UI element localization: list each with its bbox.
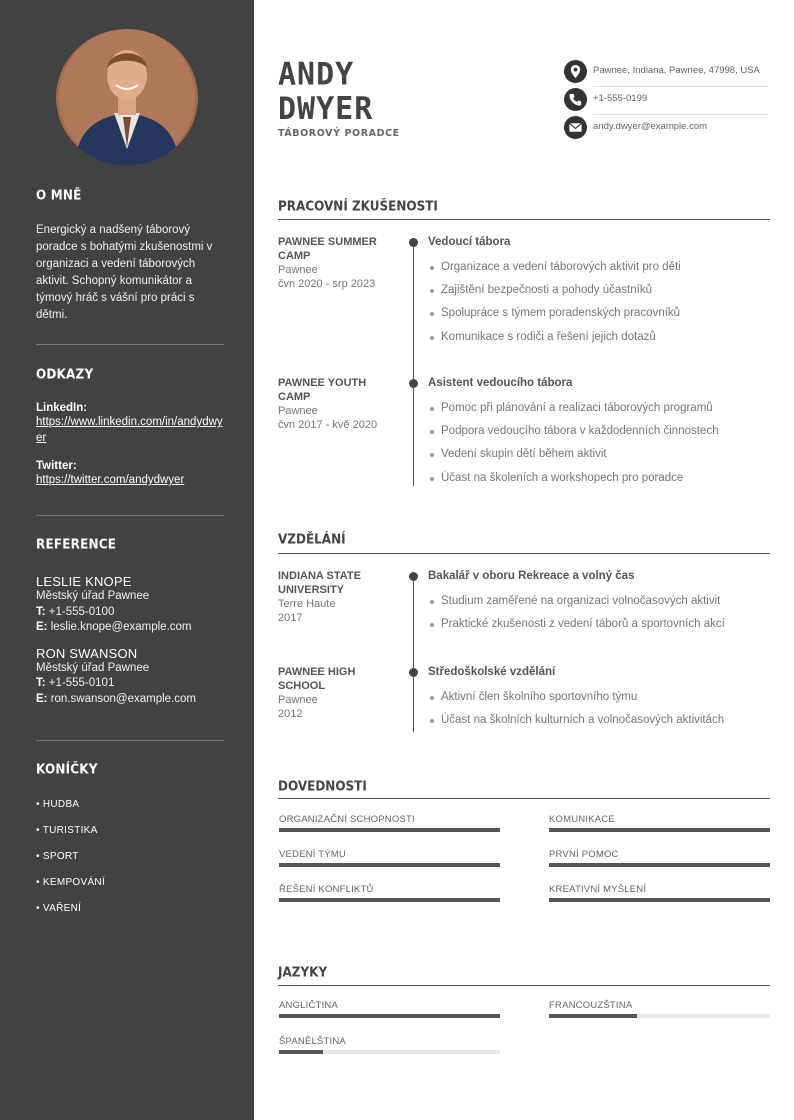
phone-icon (564, 88, 587, 111)
timeline-dot (409, 668, 418, 677)
contact-email (564, 116, 770, 144)
language-bar-fill (549, 1014, 637, 1018)
skill-bar (549, 863, 770, 867)
linkedin-link[interactable]: https://www.linkedin.com/in/andydwyer (36, 416, 223, 444)
list-item: Praktické zkušenosti z vedení táborů a sportovních akcí (428, 613, 770, 636)
list-item: Aktivní člen školního sportovního týmu (428, 686, 770, 709)
employment-dates: čvn 2020 - srp 2023 (278, 278, 376, 290)
phone-text: +1-555-0199 (593, 93, 648, 104)
person-name (278, 57, 373, 126)
responsibility-list (428, 397, 770, 490)
language-item (549, 1000, 770, 1011)
experience-title: PRACOVNÍ ZKUŠENOSTI (278, 198, 438, 214)
position-title: Vedoucí tábora (428, 236, 511, 248)
skill-item (549, 884, 770, 895)
education-entry (428, 666, 770, 732)
skill-item (549, 849, 770, 860)
last-name: DWYER (278, 90, 374, 128)
timeline-line (413, 242, 414, 486)
skill-bar (279, 863, 500, 867)
list-item: Účast na školeních a workshopech pro poradce (428, 467, 770, 490)
hobbies-title: KONÍČKY (36, 761, 98, 777)
language-bar (279, 1050, 500, 1054)
language-item (279, 1000, 500, 1011)
links-title: ODKAZY (36, 366, 94, 382)
graduation-year: 2017 (278, 612, 303, 624)
experience-entry-meta (278, 236, 398, 291)
language-item (279, 1036, 500, 1047)
list-item: Účast na školních kulturních a volnočasových aktivitách (428, 709, 770, 732)
language-bar (279, 1014, 500, 1018)
divider (36, 344, 224, 345)
email-icon (564, 116, 587, 139)
section-rule (278, 219, 770, 220)
list-item: Komunikace s rodiči a řešení jejich dotazů (428, 326, 770, 349)
school-location: Terre Haute (278, 598, 336, 610)
list-item: Podpora vedoucího tábora v každodenních činnostech (428, 420, 770, 443)
about-section (36, 188, 224, 324)
divider (36, 740, 224, 741)
employment-dates: čvn 2017 - kvě 2020 (278, 419, 378, 431)
reference-name: LESLIE KNOPE (36, 574, 132, 589)
twitter-link[interactable]: https://twitter.com/andydwyer (36, 474, 185, 486)
hobby-item: • VAŘENÍ (36, 903, 82, 914)
divider (36, 515, 224, 516)
hobbies-section (36, 762, 224, 928)
education-details (428, 590, 770, 636)
reference-email: ron.swanson@example.com (50, 692, 196, 705)
timeline-dot (409, 379, 418, 388)
languages-title: JAZYKY (278, 964, 328, 980)
experience-entry (428, 377, 770, 490)
reference-item (36, 646, 224, 708)
references-title: REFERENCE (36, 536, 117, 552)
first-name: ANDY (278, 55, 355, 93)
section-rule (278, 553, 770, 554)
twitter-label: Twitter: (36, 460, 77, 472)
timeline-dot (409, 238, 418, 247)
profile-photo (56, 29, 198, 166)
skill-item (279, 884, 500, 895)
reference-item (36, 574, 224, 636)
reference-name: RON SWANSON (36, 645, 138, 661)
contact-divider (593, 86, 769, 87)
skills-title: DOVEDNOSTI (278, 778, 367, 794)
skill-bar-fill (549, 898, 770, 902)
email-text[interactable]: andy.dwyer@example.com (593, 121, 708, 132)
graduation-year: 2012 (278, 708, 303, 720)
about-title: O MNĚ (36, 187, 82, 203)
job-title: TÁBOROVÝ PORADCE (278, 128, 400, 139)
language-name: FRANCOUZŠTINA (549, 1000, 633, 1011)
skill-bar-fill (549, 828, 770, 832)
contact-divider (593, 114, 769, 115)
employer-location: Pawnee (278, 264, 318, 276)
skill-name: KOMUNIKACE (549, 814, 615, 825)
list-item: Vedení skupin dětí během aktivit (428, 443, 770, 466)
skill-item (279, 814, 500, 825)
list-item: Pomoc při plánování a realizaci táborových programů (428, 397, 770, 420)
location-pin-icon (564, 60, 587, 83)
experience-entry (428, 236, 770, 349)
language-bar-fill (279, 1050, 323, 1054)
contact-phone (564, 88, 770, 116)
list-item: Spolupráce s týmem poradenských pracovníků (428, 302, 770, 325)
contact-address (564, 60, 770, 88)
skill-name: VEDENÍ TÝMU (279, 849, 346, 860)
reference-phone: +1-555-0101 (48, 677, 115, 689)
timeline-line (413, 576, 414, 732)
hobby-item: • KEMPOVÁNÍ (36, 877, 106, 888)
skill-bar (279, 898, 500, 902)
skill-bar (549, 828, 770, 832)
sidebar (0, 0, 254, 1120)
references-section (36, 537, 224, 707)
email-label: E: (36, 621, 48, 633)
timeline-dot (409, 572, 418, 581)
linkedin-label: LinkedIn: (36, 402, 88, 414)
reference-org: Městský úřad Pawnee (36, 661, 150, 674)
experience-entry-meta (278, 377, 398, 432)
section-rule (278, 985, 770, 986)
hobby-item: • SPORT (36, 851, 79, 862)
degree-title: Středoškolské vzdělání (428, 666, 556, 678)
list-item: Studium zaměřené na organizaci volnočasových aktivit (428, 590, 770, 613)
responsibility-list (428, 256, 770, 349)
skill-name: ORGANIZAČNÍ SCHOPNOSTI (279, 814, 415, 825)
section-rule (278, 798, 770, 799)
position-title: Asistent vedoucího tábora (428, 377, 573, 389)
address-text: Pawnee, Indiana, Pawnee, 47998, USA (593, 65, 760, 76)
language-bar (549, 1014, 770, 1018)
skill-item (279, 849, 500, 860)
employer-name: PAWNEE SUMMER CAMP (278, 236, 377, 262)
reference-email: leslie.knope@example.com (50, 621, 192, 633)
skill-bar-fill (549, 863, 770, 867)
skill-name: ŘEŠENÍ KONFLIKTŮ (279, 884, 374, 895)
hobby-item: • TURISTIKA (36, 825, 98, 836)
skill-bar-fill (279, 898, 500, 902)
school-name: PAWNEE HIGH SCHOOL (278, 666, 356, 692)
reference-phone: +1-555-0100 (48, 605, 115, 618)
degree-title: Bakalář v oboru Rekreace a volný čas (428, 570, 635, 582)
skill-bar-fill (279, 863, 500, 867)
phone-label: T: (36, 677, 46, 689)
hobby-item: • HUDBA (36, 799, 80, 810)
list-item: Zajištění bezpečnosti a pohody účastníků (428, 279, 770, 302)
phone-label: T: (36, 605, 46, 618)
about-text: Energický a nadšený táborový poradce s bohatými zkušenostmi v organizaci a vedení táborových aktivit. Schopný komunikátor a týmový hráč s vášní pro práci s dětmi. (36, 224, 213, 321)
education-entry (428, 570, 770, 636)
skill-item (549, 814, 770, 825)
links-section (36, 367, 224, 488)
skill-bar (549, 898, 770, 902)
language-name: ŠPANĚLŠTINA (279, 1036, 346, 1047)
skill-name: KREATIVNÍ MYŠLENÍ (549, 884, 647, 895)
skill-bar (279, 828, 500, 832)
education-entry-meta (278, 570, 398, 625)
employer-location: Pawnee (278, 405, 318, 417)
list-item: Organizace a vedení táborových aktivit pro děti (428, 256, 770, 279)
education-title: VZDĚLÁNÍ (278, 531, 346, 547)
email-label: E: (36, 692, 48, 705)
skill-name: PRVNÍ POMOC (549, 849, 619, 860)
education-entry-meta (278, 666, 398, 721)
reference-org: Městský úřad Pawnee (36, 590, 150, 602)
school-location: Pawnee (278, 694, 318, 706)
school-name: INDIANA STATE UNIVERSITY (278, 570, 361, 596)
skill-bar-fill (279, 828, 500, 832)
education-details (428, 686, 770, 732)
employer-name: PAWNEE YOUTH CAMP (278, 377, 367, 403)
language-name: ANGLIČTINA (279, 1000, 339, 1011)
language-bar-fill (279, 1014, 500, 1018)
